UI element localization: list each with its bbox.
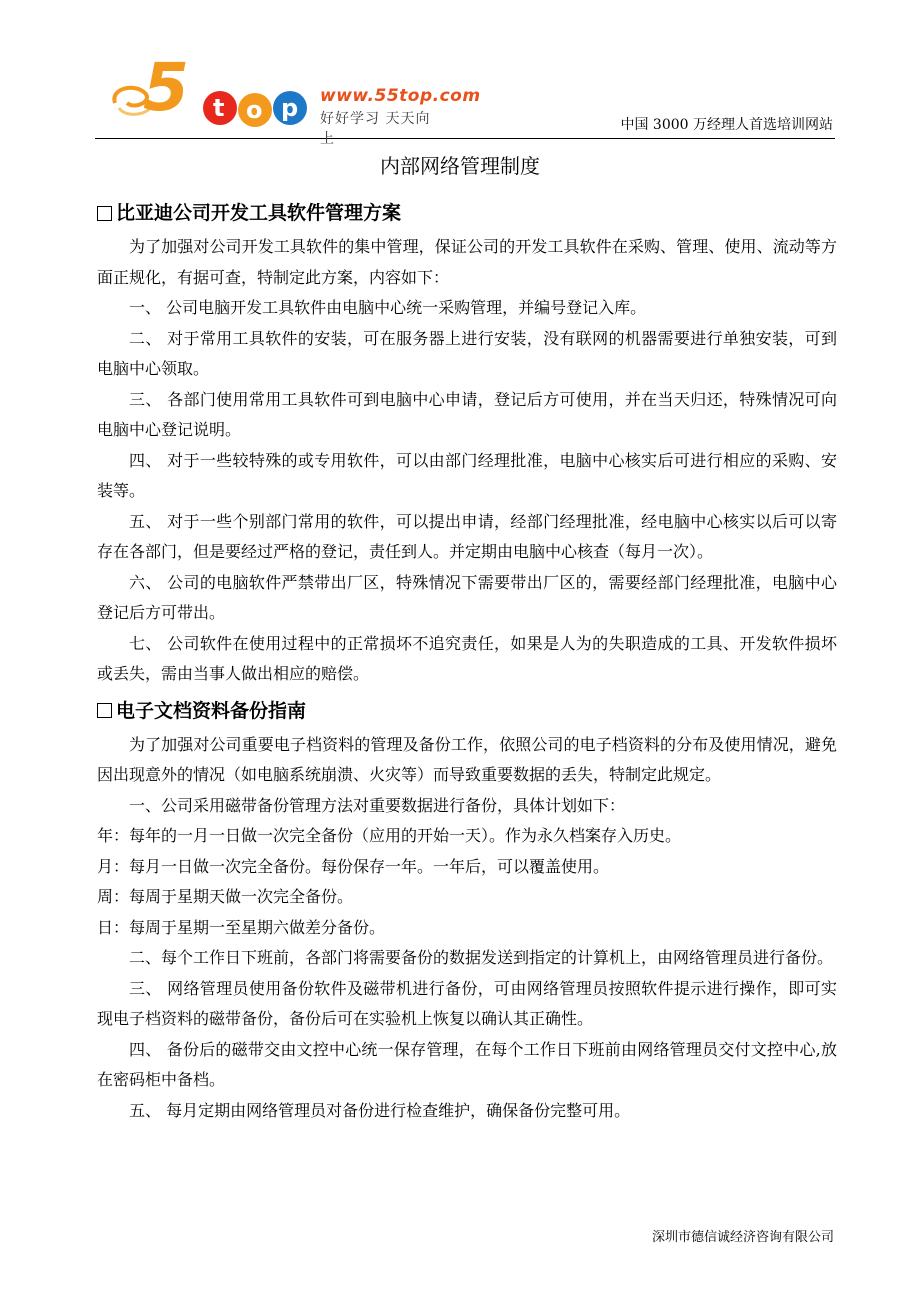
page-header [95,40,835,147]
section2-heading [97,696,837,726]
footer-company: 深圳市德信诚经济咨询有限公司 [651,1230,834,1245]
checkbox-icon [97,206,112,221]
section1-heading [97,198,837,228]
document-title: 内部网络管理制度 [380,154,540,178]
section1-paragraph: 二、 对于常用工具软件的安装，可在服务器上进行安装，没有联网的机器需要进行单独安装，可到电脑中心领取。 [97,328,837,378]
section1-paragraph: 七、 公司软件在使用过程中的正常损坏不追究责任，如果是人为的失职造成的工具、开发软件损坏或丢失，需由当事人做出相应的赔偿。 [97,633,837,683]
section1-paragraph: 一、 公司电脑开发工具软件由电脑中心统一采购管理，并编号登记入库。 [129,298,647,317]
section1-paragraph: 三、 各部门使用常用工具软件可到电脑中心申请，登记后方可使用，并在当天归还，特殊情况可向电脑中心登记说明。 [97,389,837,439]
section1-paragraph: 六、 公司的电脑软件严禁带出厂区，特殊情况下需要带出厂区的，需要经部门经理批准，电脑中心登记后方可带出。 [97,572,837,622]
logo-url[interactable]: www.55top.com [320,86,481,106]
site-tagline: 中国 3000 万经理人首选培训网站 [620,117,833,133]
section1-paragraph: 为了加强对公司开发工具软件的集中管理，保证公司的开发工具软件在采购、管理、使用、流动等方面正规化，有据可查，特制定此方案，内容如下： [97,237,837,287]
section1-heading-text: 比亚迪公司开发工具软件管理方案 [116,202,402,224]
section1-paragraph: 四、 对于一些较特殊的或专用软件，可以由部门经理批准，电脑中心核实后可进行相应的采购、安装等。 [97,450,837,500]
section2-item: 四、 备份后的磁带交由文控中心统一保存管理，在每个工作日下班前由网络管理员交付文控中心,放在密码柜中备档。 [97,1039,837,1089]
svg-text:t: t [213,94,225,122]
section2-heading-text: 电子文档资料备份指南 [116,699,307,722]
schedule-item: 日：每周于星期一至星期六做差分备份。 [97,917,386,937]
logo [105,48,481,147]
logo-five: 5 [143,49,189,126]
checkbox-icon [97,703,112,718]
section2-item: 一、公司采用磁带备份管理方法对重要数据进行备份，具体计划如下： [129,795,626,815]
logo-slogan: 好好学习 天天向上 [320,111,431,147]
section2-intro: 为了加强对公司重要电子档资料的管理及备份工作，依照公司的电子档资料的分布及使用情况，避免因出现意外的情况（如电脑系统崩溃、火灾等）而导致重要数据的丢失，特制定此规定。 [97,734,837,784]
schedule-item: 月：每月一日做一次完全备份。每份保存一年。一年后，可以覆盖使用。 [97,856,610,876]
svg-text:o: o [246,96,263,124]
section1-paragraph: 五、 对于一些个别部门常用的软件，可以提出申请，经部门经理批准，经电脑中心核实以后可以寄存在各部门，但是要经过严格的登记，责任到人。并定期由电脑中心核查（每月一次）。 [97,511,837,561]
svg-text:p: p [281,94,299,122]
schedule-item: 年：每年的一月一日做一次完全备份（应用的开始一天）。作为永久档案存入历史。 [97,826,682,845]
document-body [97,192,837,1126]
section2-item: 三、 网络管理员使用备份软件及磁带机进行备份，可由网络管理员按照软件提示进行操作，即可实现电子档资料的磁带备份，备份后可在实验机上恢复以确认其正确性。 [97,978,837,1028]
section2-item: 五、 每月定期由网络管理员对备份进行检查维护，确保备份完整可用。 [129,1100,631,1120]
section2-item: 二、每个工作日下班前，各部门将需要备份的数据发送到指定的计算机上，由网络管理员进行备份。 [129,948,834,967]
schedule-item: 周：每周于星期天做一次完全备份。 [97,887,354,906]
